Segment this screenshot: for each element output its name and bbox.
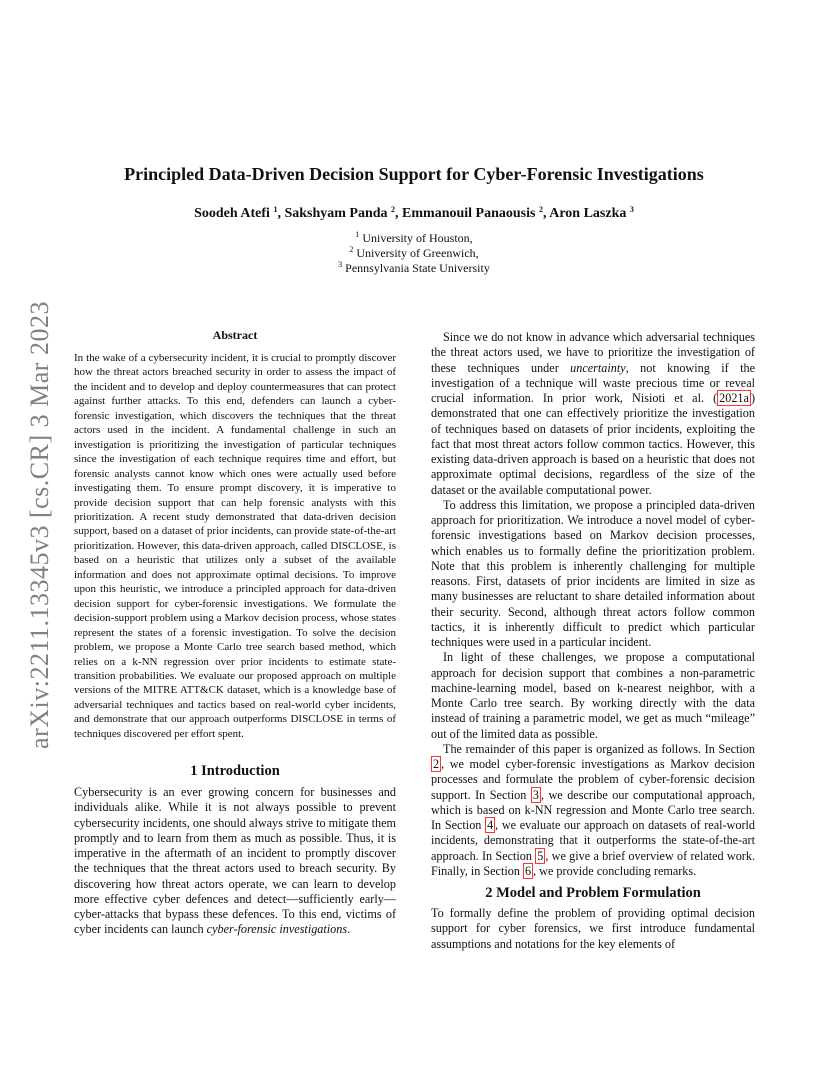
section-reference-link[interactable]: 4	[487, 818, 494, 832]
intro-paragraph: Since we do not know in advance which adversarial techniques the threat actors used, we have to prioritize the investigation of these techniques under uncertainty, not knowing if the investigation of a technique will waste precious time or reveal crucial information. In prior work, Nisioti et al. ( 2021a ) demonstrated that one can effectively prioritize the investigation of techniques based on datasets of prior incidents, exploiting the fact that most threat actors follow common tactics. However, this existing data-driven approach is based on a heuristic that does not approximate optimal decisions, regardless of the size of the dataset or the available computational power.	[431, 330, 755, 497]
abstract-heading: Abstract	[212, 328, 258, 342]
section-heading-introduction: 1 Introduction	[190, 763, 280, 780]
affiliation: $^3$ Pennsylvania State University	[338, 260, 490, 275]
intro-paragraph: Cybersecurity is an ever growing concern for businesses and individuals alike. While it is not always possible to prevent cybersecurity incidents, one should always strive to mitigate them promptly and to learn from them as much as possible. Thus, it is imperative in the aftermath of an incident to promptly discover the techniques that the threat actors used to breach security. By discovering how threat actors operate, we can learn to develop more effective cyber defences and detect—sufficiently early—cyber-attacks that bypass these defences. To this end, victims of cyber incidents can launch cyber-forensic investigations.	[74, 785, 396, 937]
intro-paragraph: To address this limitation, we propose a principled data-driven approach for prioritization. We introduce a novel model of cyber-forensic investigations based on Markov decision processes, which enables us to formally define the prioritization problem. Note that this problem is inherently challenging for multiple reasons. First, datasets of prior incidents are limited in size as many businesses are reluctant to share detailed information about their security. Second, although threat actors follow common tactics, it is inherently difficult to predict which particular techniques were used in a particular incident.	[431, 497, 755, 649]
author-affiliation-mark: 2	[538, 205, 543, 214]
section-reference-link[interactable]: 2	[433, 757, 440, 771]
model-paragraph: To formally define the problem of providing optimal decision support for cyber forensics, we first introduce fundamental assumptions and notations for the key elements of	[431, 906, 755, 951]
affiliation: $^1$ University of Houston,	[355, 230, 473, 245]
abstract-text: In the wake of a cybersecurity incident, it is crucial to promptly discover how the threat actors breached security in order to assess the impact of the incident and to develop and deploy countermeasures that can protect against further attacks. To this end, defenders can launch a cyber-forensic investigation, which discovers the techniques that the threat actors used in the incident. A fundamental challenge in such an investigation is prioritizing the investigation of particular techniques since the investigation of each technique requires time and effort, but forensic analysts cannot know which ones were actually used before investigating them. To ensure prompt discovery, it is imperative to provide decision support that can help forensic analysts with this prioritization. A recent study demonstrated that data-driven decision support, based on a dataset of prior incidents, can provide state-of-the-art prioritization. However, this data-driven approach, called DISCLOSE, is based on a heuristic that utilizes only a subset of the available information and does not approximate optimal decisions. To improve upon this heuristic, we introduce a principled approach for data-driven decision support for cyber-forensic investigations. We formulate the decision-support problem using a Markov decision process, whose states represent the states of a forensic investigation. To solve the decision problem, we propose a Monte Carlo tree search based method, which relies on a k-NN regression over prior incidents to estimate state-transition probabilities. We evaluate our proposed approach on multiple versions of the MITRE ATT&CK dataset, which is a knowledge base of adversarial techniques and tactics based on real-world cyber incidents, and demonstrate that our approach outperforms DISCLOSE in terms of techniques discovered per effort spent.	[74, 352, 396, 740]
intro-paragraph: The remainder of this paper is organized as follows. In Section 2 , we model cyber-forensic investigations as Markov decision processes and formulate the problem of cyber-forensic decision support. In Section 3 , we describe our computational approach, which is based on k-NN regression and Monte Carlo tree search. In Section 4 , we evaluate our approach on datasets of real-world incidents, demonstrating that it outperforms the state-of-the-art approach. In Section 5 , we give a brief overview of related work. Finally, in Section 6 , we provide concluding remarks.	[431, 741, 755, 878]
author-affiliation-mark: 1	[273, 205, 278, 214]
author-name: Soodeh Atefi	[194, 206, 270, 221]
author-affiliation-mark: 2	[391, 205, 396, 214]
section-heading-model: 2 Model and Problem Formulation	[485, 885, 701, 901]
author-affiliation-mark: 3	[629, 205, 634, 214]
paper-title: Principled Data-Driven Decision Support for Cyber-Forensic Investigations	[124, 164, 704, 184]
author-name: Aron Laszka	[549, 206, 627, 221]
affiliation-list	[74, 231, 754, 276]
author-name: Sakshyam Panda	[284, 206, 388, 221]
section-reference-link[interactable]: 5	[537, 848, 544, 863]
citation-link[interactable]: 2021a	[719, 391, 749, 405]
arxiv-identifier-text: arXiv:2211.13345v3 [cs.CR] 3 Mar 2023	[25, 301, 54, 749]
author-name: Emmanouil Panaousis	[402, 206, 536, 221]
section-reference-link[interactable]: 3	[532, 787, 539, 802]
section-reference-link[interactable]: 6	[524, 863, 532, 878]
affiliation: $^2$ University of Greenwich,	[349, 245, 479, 260]
intro-paragraph: In light of these challenges, we propose a computational approach for decision support that combines a non-parametric machine-learning model, based on k-nearest neighbor, with a Monte Carlo tree search. By working directly with the data instead of training a parametric model, we get as much “mileage” out of the limited data as possible.	[431, 650, 755, 741]
author-list: Soodeh Atefi $^1$, Sakshyam Panda $^2$, Emmanouil Panaousis $^2$, Aron Laszka $^3$	[194, 205, 634, 221]
right-column	[431, 330, 755, 952]
left-column	[74, 328, 396, 938]
arxiv-identifier	[22, 290, 58, 760]
